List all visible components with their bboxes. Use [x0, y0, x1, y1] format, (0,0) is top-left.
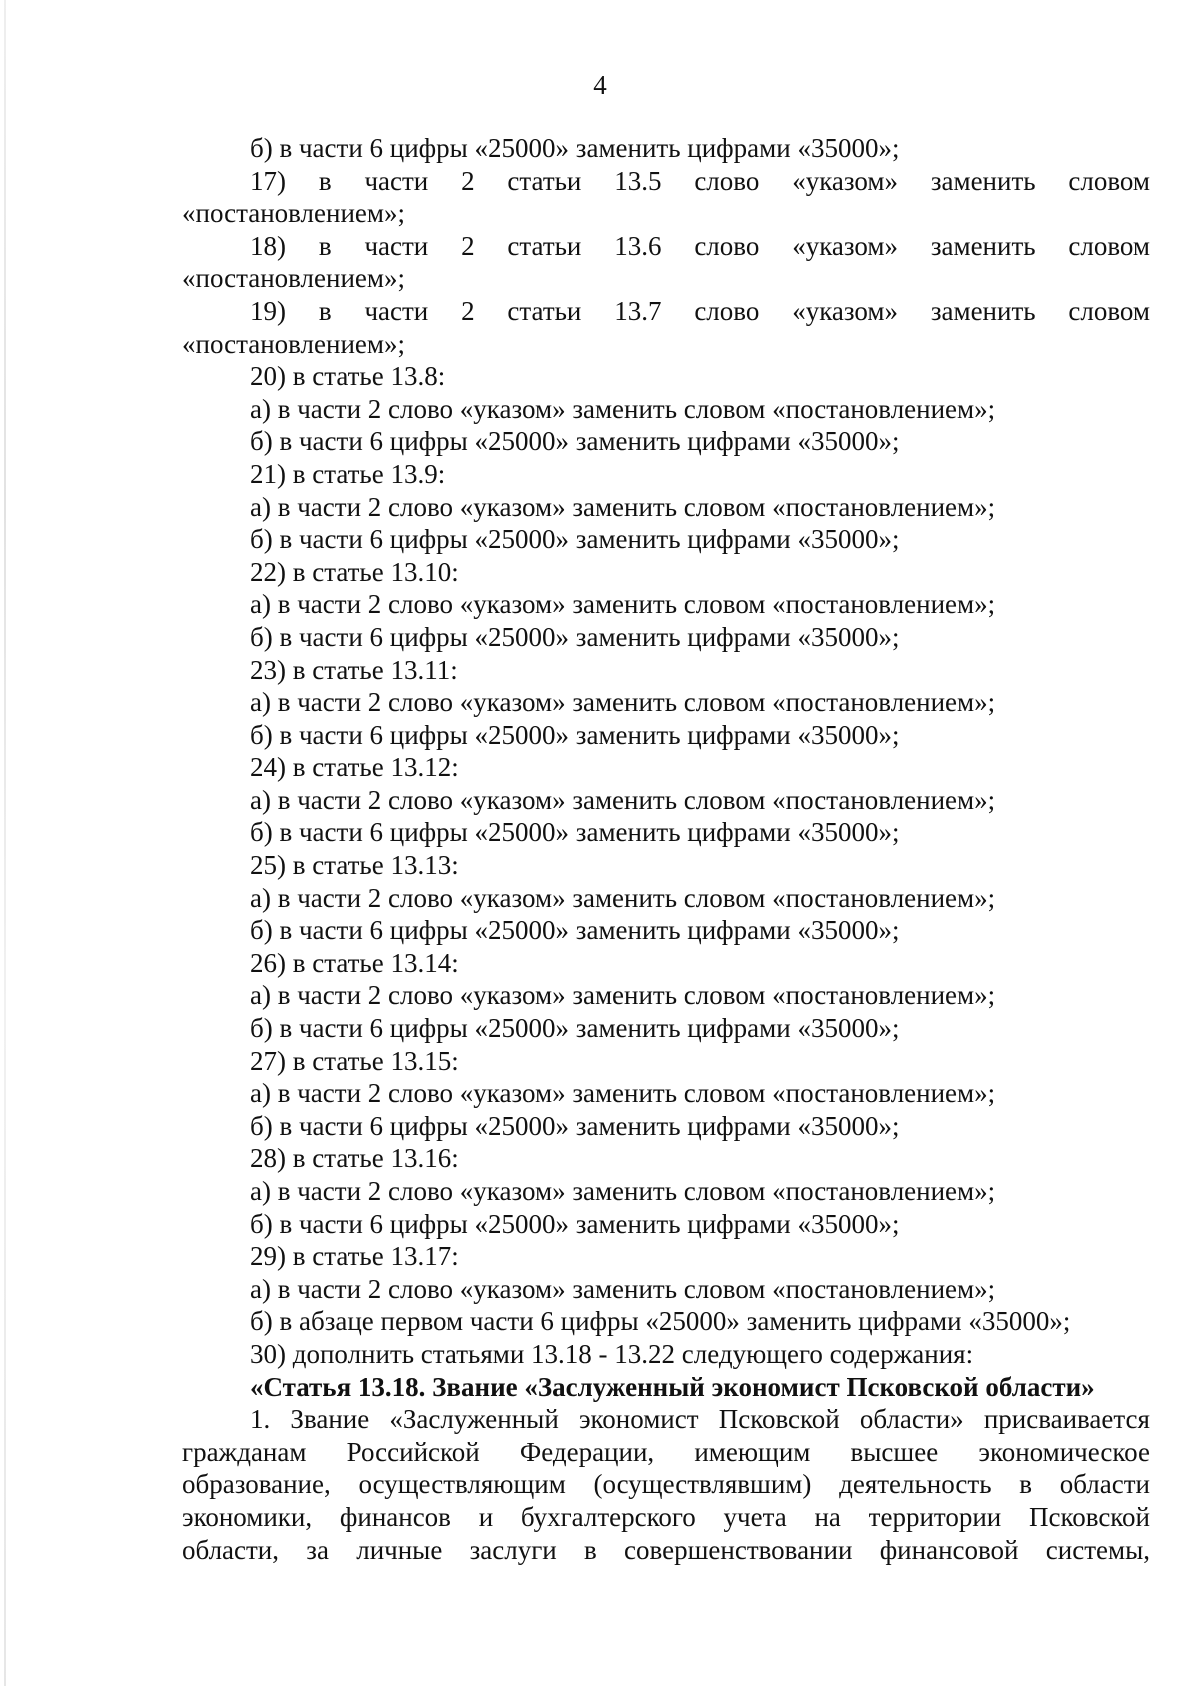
word: словом	[1068, 295, 1150, 326]
word: части	[364, 295, 429, 326]
word: деятельность	[839, 1469, 992, 1500]
line-text: а) в части 2 слово «указом» заменить словом «постановлением»;	[250, 1176, 996, 1206]
line-text: б) в части 6 цифры «25000» заменить цифрами «35000»;	[250, 817, 900, 848]
line-text: а) в части 2 слово «указом» заменить словом «постановлением»;	[250, 393, 996, 424]
text-line	[182, 523, 1150, 556]
line-text: б) в части 6 цифры «25000» заменить цифрами «35000»;	[250, 524, 900, 555]
word: 2	[461, 230, 475, 261]
line-text: б) в части 6 цифры «25000» заменить цифрами «35000»;	[250, 915, 900, 946]
line-text: б) в части 6 цифры «25000» заменить цифрами «35000»;	[250, 1208, 900, 1239]
word: заменить	[930, 295, 1036, 326]
line-text: а) в части 2 слово «указом» заменить словом «постановлением»;	[250, 589, 996, 620]
text-line	[182, 947, 1150, 980]
word: Звание	[290, 1404, 370, 1435]
word: статьи	[507, 230, 582, 261]
line-text: а) в части 2 слово «указом» заменить словом «постановлением»;	[250, 491, 996, 522]
line-text: 21) в статье 13.9:	[250, 458, 446, 489]
word: имеющим	[694, 1436, 811, 1467]
word: экономист	[578, 1404, 699, 1435]
line-text: б) в части 6 цифры «25000» заменить цифрами «35000»;	[250, 133, 900, 163]
text-line	[182, 165, 1150, 198]
line-text: б) в части 6 цифры «25000» заменить цифрами «35000»;	[250, 621, 900, 652]
text-line	[182, 1468, 1150, 1501]
word: Псковской	[1029, 1501, 1150, 1532]
word: в	[318, 230, 332, 261]
text-line	[182, 621, 1150, 654]
word: (осуществлявшим)	[593, 1469, 812, 1500]
word: 13.7	[614, 295, 662, 326]
word: финансов	[339, 1501, 451, 1532]
text-line	[182, 816, 1150, 849]
word: учета	[723, 1501, 787, 1532]
word: Псковской	[718, 1404, 840, 1435]
text-line	[182, 979, 1150, 1012]
word: Российской	[346, 1436, 480, 1467]
word: образование,	[182, 1469, 331, 1500]
line-text: 27) в статье 13.15:	[250, 1045, 459, 1076]
word: статьи	[507, 165, 582, 196]
word: экономики,	[182, 1501, 313, 1532]
word: области,	[182, 1534, 280, 1565]
word: совершенствовании	[624, 1534, 853, 1565]
word: заменить	[930, 165, 1036, 196]
line-text: 22) в статье 13.10:	[250, 556, 459, 587]
word: статьи	[507, 295, 582, 326]
text-line	[182, 914, 1150, 947]
text-line	[182, 230, 1150, 263]
line-text: а) в части 2 слово «указом» заменить словом «постановлением»;	[250, 1078, 996, 1109]
line-text: а) в части 2 слово «указом» заменить словом «постановлением»;	[250, 687, 996, 718]
text-line	[182, 1077, 1150, 1110]
word: 19)	[250, 295, 286, 326]
text-line	[182, 1045, 1150, 1078]
word: заменить	[930, 230, 1036, 261]
text-line	[182, 393, 1150, 426]
word: 17)	[250, 165, 286, 196]
word: личные	[356, 1534, 443, 1565]
text-line	[182, 328, 1150, 361]
word: высшее	[850, 1436, 939, 1467]
word: 2	[461, 295, 475, 326]
line-text: а) в части 2 слово «указом» заменить словом «постановлением»;	[250, 1273, 996, 1304]
word: в	[318, 165, 332, 196]
word: осуществляющим	[358, 1469, 566, 1500]
text-line	[182, 360, 1150, 393]
word: словом	[1068, 165, 1150, 196]
text-line	[182, 1403, 1150, 1436]
text-line	[182, 784, 1150, 817]
word: 13.5	[614, 165, 662, 196]
word: «Заслуженный	[389, 1404, 559, 1435]
word: Федерации,	[519, 1436, 655, 1467]
text-line	[182, 1240, 1150, 1273]
text-line	[182, 1208, 1150, 1241]
line-text: «Статья 13.18. Звание «Заслуженный экономист Псковской области»	[250, 1371, 1095, 1402]
article-heading	[182, 1371, 1150, 1404]
word: на	[814, 1501, 841, 1532]
line-text: «постановлением»;	[182, 263, 405, 294]
document-body	[182, 132, 1150, 1566]
line-text: б) в абзаце первом части 6 цифры «25000» заменить цифрами «35000»;	[250, 1306, 1071, 1337]
text-line	[182, 262, 1150, 295]
line-text: 26) в статье 13.14:	[250, 947, 459, 978]
line-text: 24) в статье 13.12:	[250, 752, 459, 783]
text-line	[182, 491, 1150, 524]
text-line	[182, 1436, 1150, 1469]
word: слово	[694, 295, 760, 326]
word: слово	[694, 165, 760, 196]
text-line	[182, 719, 1150, 752]
text-line	[182, 751, 1150, 784]
line-text: а) в части 2 слово «указом» заменить словом «постановлением»;	[250, 882, 996, 913]
text-line	[182, 1012, 1150, 1045]
page-number: 4	[593, 70, 607, 100]
word: 2	[461, 165, 475, 196]
line-text: «постановлением»;	[182, 198, 405, 229]
word: части	[364, 230, 429, 261]
line-text: а) в части 2 слово «указом» заменить словом «постановлением»;	[250, 980, 996, 1011]
word: бухгалтерского	[520, 1501, 696, 1532]
text-line	[182, 588, 1150, 621]
word: финансовой	[879, 1534, 1019, 1565]
line-text: 28) в статье 13.16:	[250, 1143, 459, 1174]
text-line	[182, 1305, 1150, 1338]
line-text: б) в части 6 цифры «25000» заменить цифрами «35000»;	[250, 719, 900, 750]
text-line	[182, 882, 1150, 915]
word: в	[318, 295, 332, 326]
word: области»	[859, 1404, 964, 1435]
text-line	[182, 1501, 1150, 1534]
text-line	[182, 1110, 1150, 1143]
text-line	[182, 1175, 1150, 1208]
text-line	[182, 1273, 1150, 1306]
line-text: 30) дополнить статьями 13.18 - 13.22 следующего содержания:	[250, 1338, 974, 1369]
word: гражданам	[182, 1436, 307, 1467]
word: области	[1059, 1469, 1150, 1500]
text-line	[182, 556, 1150, 589]
word: в	[584, 1534, 597, 1565]
word: в	[1019, 1469, 1032, 1500]
text-line	[182, 197, 1150, 230]
word: части	[364, 165, 429, 196]
line-text: б) в части 6 цифры «25000» заменить цифрами «35000»;	[250, 1013, 900, 1044]
text-line	[182, 458, 1150, 491]
word: «указом»	[792, 295, 898, 326]
text-line	[182, 425, 1150, 458]
text-line	[182, 1534, 1150, 1567]
line-text: 23) в статье 13.11:	[250, 654, 458, 685]
line-text: б) в части 6 цифры «25000» заменить цифрами «35000»;	[250, 1110, 900, 1141]
line-text: 29) в статье 13.17:	[250, 1241, 459, 1272]
word: словом	[1068, 230, 1150, 261]
line-text: «постановлением»;	[182, 328, 405, 359]
line-text: а) в части 2 слово «указом» заменить словом «постановлением»;	[250, 784, 996, 815]
word: территории	[868, 1501, 1002, 1532]
text-line	[182, 1142, 1150, 1175]
word: заслуги	[469, 1534, 557, 1565]
word: «указом»	[792, 230, 898, 261]
text-line	[182, 295, 1150, 328]
word: присваивается	[983, 1404, 1150, 1435]
line-text: 25) в статье 13.13:	[250, 850, 459, 881]
word: и	[478, 1501, 494, 1532]
text-line	[182, 132, 1150, 165]
text-line	[182, 686, 1150, 719]
word: 13.6	[614, 230, 662, 261]
word: «указом»	[792, 165, 898, 196]
scan-edge	[4, 0, 6, 1686]
word: 1.	[250, 1404, 271, 1435]
word: экономическое	[978, 1436, 1150, 1467]
text-line	[182, 654, 1150, 687]
word: 18)	[250, 230, 286, 261]
line-text: б) в части 6 цифры «25000» заменить цифрами «35000»;	[250, 426, 900, 457]
word: слово	[694, 230, 760, 261]
text-line	[182, 849, 1150, 882]
word: за	[306, 1534, 329, 1565]
line-text: 20) в статье 13.8:	[250, 361, 446, 392]
text-line	[182, 1338, 1150, 1371]
word: системы,	[1045, 1534, 1150, 1565]
